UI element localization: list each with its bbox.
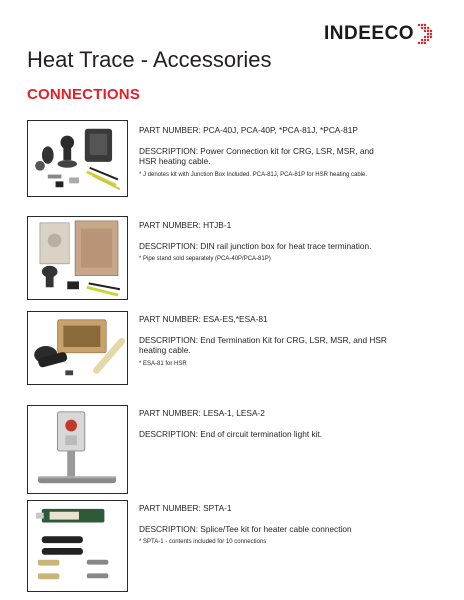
- section-heading: CONNECTIONS: [27, 86, 141, 103]
- description: DESCRIPTION: End Termination Kit for CRG, LSR, MSR, and HSR heating cable.: [139, 335, 387, 356]
- part-number: PART NUMBER: PCA-40J, PCA-40P, *PCA-81J, *PCA-81P: [139, 125, 358, 135]
- product-info-end-termination-kit: [139, 314, 439, 367]
- product-image-end-termination-kit: [27, 311, 128, 385]
- part-number: PART NUMBER: ESA-ES,*ESA-81: [139, 314, 268, 324]
- note: * SPTA-1 - contents included for 10 connections: [139, 539, 267, 546]
- description: DESCRIPTION: Splice/Tee kit for heater cable connection: [139, 524, 352, 534]
- product-info-splice-tee-kit: [139, 503, 439, 545]
- indeeco-logo: [324, 21, 433, 47]
- product-image-termination-light-kit: [27, 405, 128, 494]
- note: * J denotes kit with Junction Box Included. PCA-81J, PCA-81P for HSR heating cable.: [139, 171, 368, 178]
- termination-light-kit-illustration: [28, 406, 127, 493]
- product-image-splice-tee-kit: [27, 500, 128, 592]
- logo-dots-icon: [417, 23, 433, 45]
- part-number: PART NUMBER: HTJB-1: [139, 220, 232, 230]
- splice-tee-kit-illustration: [28, 501, 127, 591]
- note: * Pipe stand sold separately (PCA-40P/PCA-81P): [139, 256, 271, 263]
- description: DESCRIPTION: DIN rail junction box for heat trace termination.: [139, 241, 372, 251]
- end-termination-kit-illustration: [28, 312, 127, 384]
- product-info-power-connection-kit: [139, 125, 439, 178]
- junction-box-illustration: [28, 217, 127, 299]
- product-image-junction-box: [27, 216, 128, 300]
- page-title: Heat Trace - Accessories: [27, 47, 272, 72]
- part-number: PART NUMBER: SPTA-1: [139, 503, 232, 513]
- note: * ESA-81 for HSR: [139, 360, 187, 367]
- logo-text: INDEECO: [324, 23, 415, 44]
- product-info-termination-light-kit: [139, 408, 439, 444]
- product-info-junction-box: [139, 220, 439, 262]
- description: DESCRIPTION: End of circuit termination light kit.: [139, 429, 323, 439]
- power-connection-kit-illustration: [28, 121, 127, 196]
- description: DESCRIPTION: Power Connection kit for CRG, LSR, MSR, and HSR heating cable.: [139, 146, 374, 167]
- part-number: PART NUMBER: LESA-1, LESA-2: [139, 408, 265, 418]
- product-image-power-connection-kit: [27, 120, 128, 197]
